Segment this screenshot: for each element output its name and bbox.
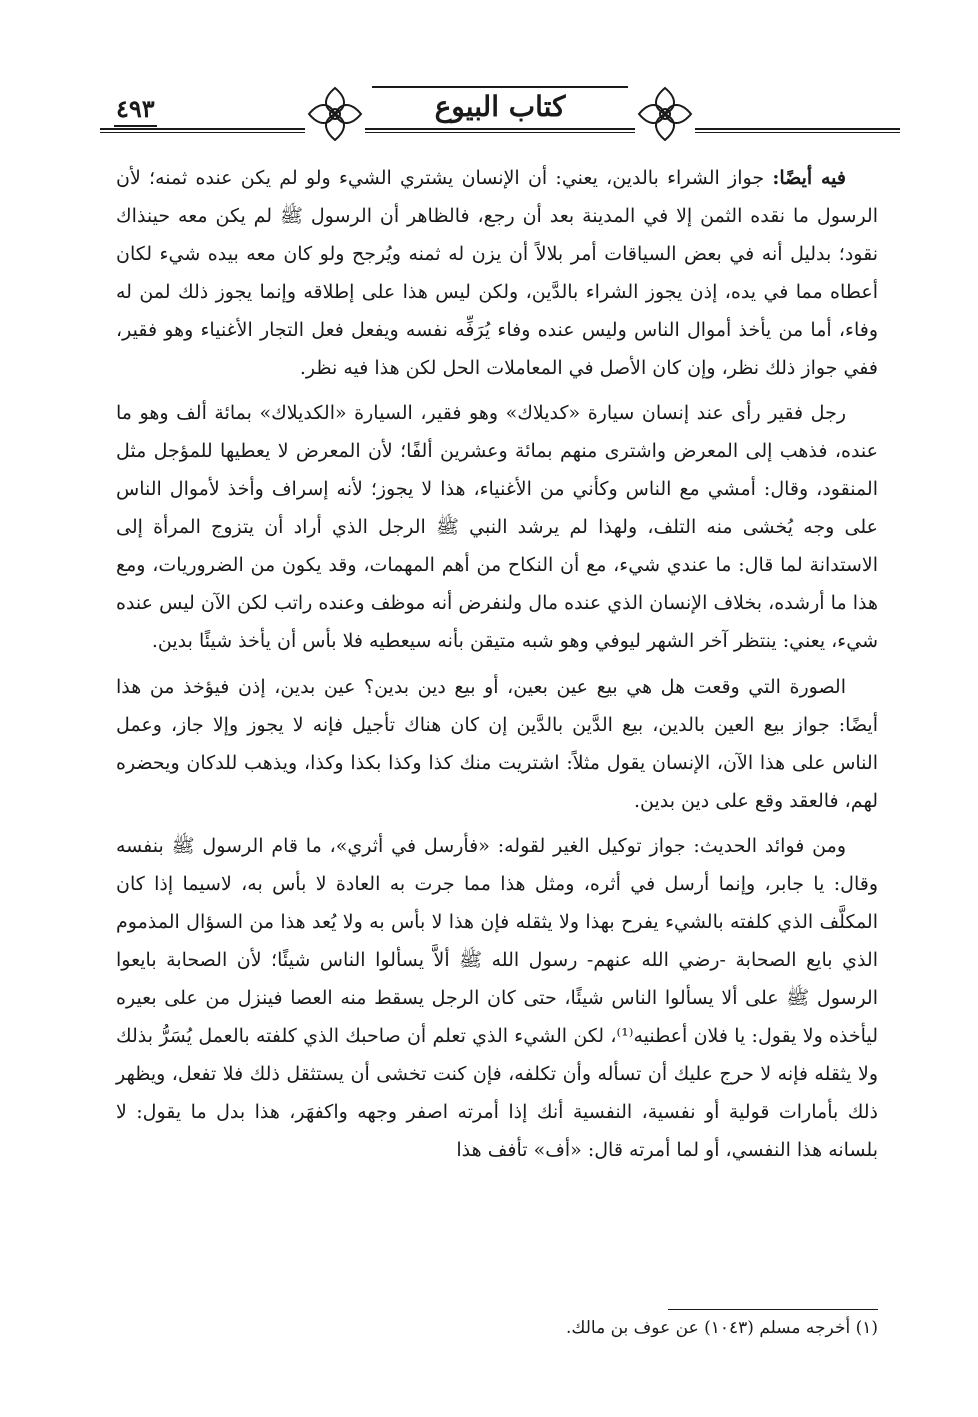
page-number: ٤٩٣ — [114, 94, 157, 127]
page-header — [100, 84, 900, 154]
paragraph-text: جواز الشراء بالدين، يعني: أن الإنسان يشتري الشيء ولو لم يكن عنده ثمنه؛ لأن الرسول ما نقده الثمن إلا في المدينة بعد أن رجع، فالظاهر أن الرسول ﷺ لم يكن معه حينذاك نقود؛ بدليل أنه في بعض السياقات أمر بلالاً أن يزن له ثمنه ويُرجح ولو كان معه بيده شيء لكان أعطاه مما في يده، إذن يجوز الشراء بالدَّين، ولكن ليس هذا على إطلاقه وإنما يجوز ذلك لمن له وفاء، أما من يأخذ أموال الناس وليس عنده وفاء يُرَفِّه نفسه ويفعل فعل التجار الأغنياء وهو فقير، ففي جواز ذلك نظر، وإن كان الأصل في المعاملات الحل لكن هذا فيه نظر. — [116, 167, 878, 379]
ornament-right-icon — [635, 84, 695, 144]
header-rule — [100, 128, 900, 130]
title-overline — [372, 86, 628, 88]
footnote-separator — [668, 1309, 878, 1310]
paragraph-4 — [116, 828, 878, 1169]
paragraph-lead: فيه أيضًا: — [772, 167, 846, 189]
paragraph-text: رجل فقير رأى عند إنسان سيارة «كديلاك» وهو فقير، السيارة «الكديلاك» بمائة ألف وهو ما عنده، فذهب إلى المعرض واشترى منهم بمائة وعشرين ألفًا؛ لأن المعرض لا يعطيها للمؤجل مثل المنقود، وقال: أمشي مع الناس وكأني من الأغنياء، هذا لا يجوز؛ لأنه إسراف وأخذ لأموال الناس على وجه يُخشى منه التلف، ولهذا لم يرشد النبي ﷺ الرجل الذي أراد أن يتزوج المرأة إلى الاستدانة لما قال: ما عندي شيء، مع أن النكاح من أهم المهمات، وقد يكون من الضروريات، ومع هذا ما أرشده، بخلاف الإنسان الذي عنده مال ولنفرض أنه موظف وعنده راتب لكن الآن ليس عنده شيء، يعني: ينتظر آخر الشهر ليوفي وهو شبه متيقن بأنه سيعطيه فلا بأس أن يأخذ شيئًا بدين. — [116, 402, 878, 652]
paragraph-2 — [116, 395, 878, 660]
header-rule-thin — [100, 132, 900, 133]
running-title: كتاب البيوع — [370, 90, 630, 123]
paragraph-text: الصورة التي وقعت هل هي بيع عين بعين، أو بيع دين بدين؟ عين بدين، إذن فيؤخذ من هذا أيضًا: جواز بيع العين بالدين، بيع الدَّين بالدَّين إن كان هناك تأجيل فإنه لا يجوز وإلا جاز، وعمل الناس على هذا الآن، الإنسان يقول مثلاً: اشتريت منك كذا وكذا بكذا وكذا، ويذهب للدكان ويحضره لهم، فالعقد وقع على دين بدين. — [116, 675, 878, 812]
paragraph-3 — [116, 669, 878, 821]
body-text — [116, 160, 878, 1178]
footnote: (١) أخرجه مسلم (١٠٤٣) عن عوف بن مالك. — [566, 1318, 878, 1338]
ornament-left-icon — [305, 84, 365, 144]
paragraph-1 — [116, 160, 878, 387]
paragraph-text: ومن فوائد الحديث: جواز توكيل الغير لقوله: «فأرسل في أثري»، ما قام الرسول ﷺ بنفسه وقال: يا جابر، وإنما أرسل في أثره، ومثل هذا مما جرت به العادة لا بأس به، لاسيما إذا كان المكلَّف الذي كلفته بالشيء يفرح بهذا ولا يثقله فإن هذا لا بأس به ولا يُعد هذا من السؤال المذموم الذي بايع الصحابة -رضي الله عنهم- رسول الله ﷺ ألاَّ يسألوا الناس شيئًا؛ لأن الصحابة بايعوا الرسول ﷺ على ألا يسألوا الناس شيئًا، حتى كان الرجل يسقط منه العصا فينزل من على بعيره ليأخذه ولا يقول: يا فلان أعطنيه⁽¹⁾، لكن الشيء الذي تعلم أن صاحبك الذي كلفته بالعمل يُسَرُّ بذلك ولا يثقله فإنه لا حرج عليك أن تسأله وأن تكلفه، فإن كنت تخشى أن يستثقل ذلك فلا تفعل، ويظهر ذلك بأمارات قولية أو نفسية، النفسية أنك إذا أمرته اصفر وجهه واكفهَر، هذا بدل ما يقول: لا بلسانه هذا النفسي، أو لما أمرته قال: «أف» تأفف هذا — [116, 835, 878, 1161]
